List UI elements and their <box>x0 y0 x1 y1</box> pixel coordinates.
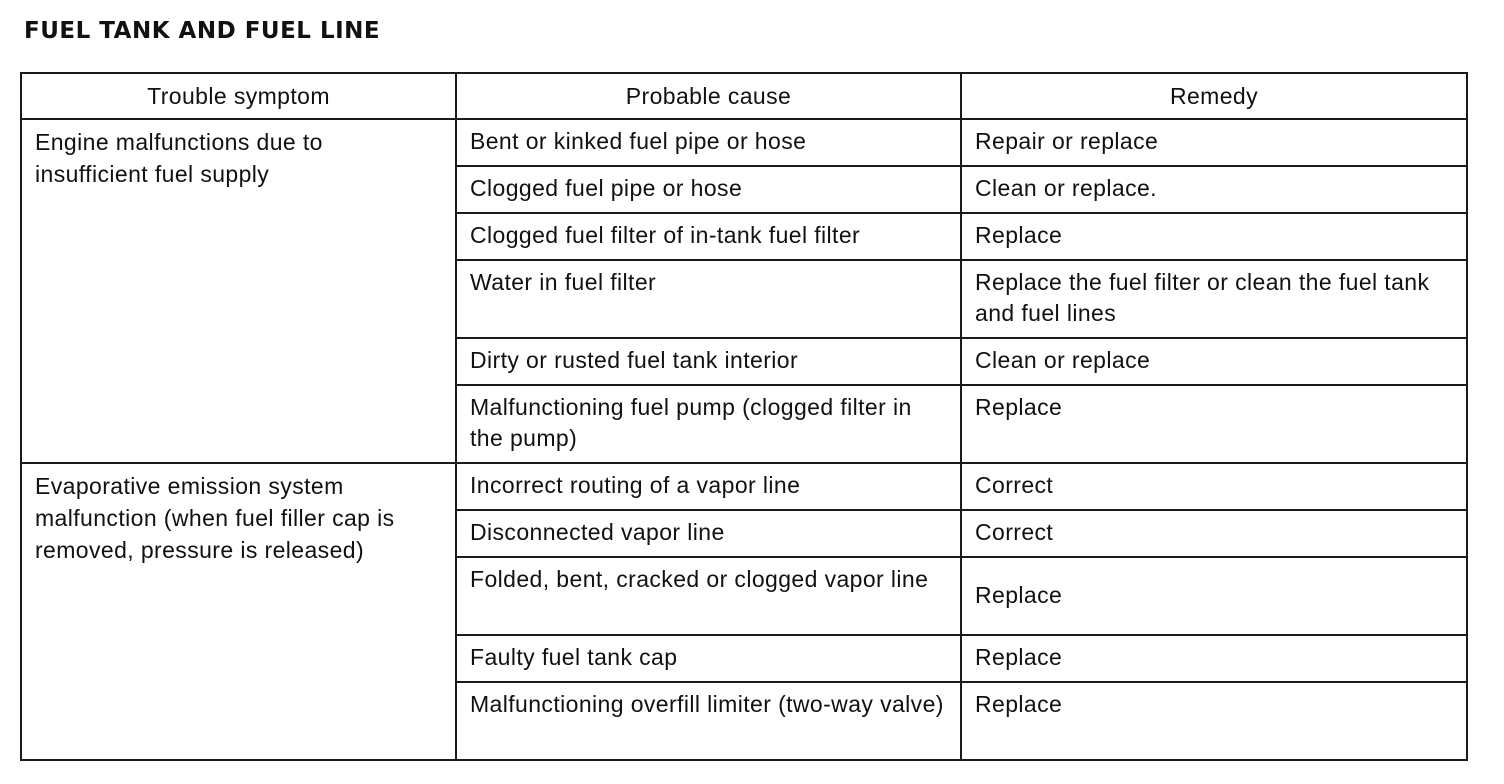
table-row <box>21 463 1467 510</box>
remedy-cell: Replace <box>961 385 1467 463</box>
remedy-cell: Clean or replace <box>961 338 1467 385</box>
remedy-cell: Repair or replace <box>961 119 1467 166</box>
remedy-cell: Replace <box>961 635 1467 682</box>
header-probable-cause: Probable cause <box>456 73 961 119</box>
probable-cause-cell: Folded, bent, cracked or clogged vapor line <box>456 557 961 635</box>
trouble-symptom-cell: Engine malfunctions due to insufficient fuel supply <box>21 119 456 463</box>
remedy-cell: Correct <box>961 510 1467 557</box>
remedy-cell: Correct <box>961 463 1467 510</box>
page-title: FUEL TANK AND FUEL LINE <box>24 18 381 44</box>
remedy-cell: Replace <box>961 213 1467 260</box>
probable-cause-cell: Water in fuel filter <box>456 260 961 338</box>
header-trouble-symptom: Trouble symptom <box>21 73 456 119</box>
remedy-cell: Clean or replace. <box>961 166 1467 213</box>
trouble-symptom-cell: Evaporative emission system malfunction (when fuel filler cap is removed, pressure is released) <box>21 463 456 760</box>
remedy-cell: Replace the fuel filter or clean the fuel tank and fuel lines <box>961 260 1467 338</box>
probable-cause-cell: Clogged fuel pipe or hose <box>456 166 961 213</box>
header-row <box>21 73 1467 119</box>
probable-cause-cell: Bent or kinked fuel pipe or hose <box>456 119 961 166</box>
table-row <box>21 119 1467 166</box>
troubleshooting-table <box>20 72 1468 761</box>
header-remedy: Remedy <box>961 73 1467 119</box>
remedy-cell: Replace <box>961 682 1467 760</box>
probable-cause-cell: Disconnected vapor line <box>456 510 961 557</box>
probable-cause-cell: Malfunctioning fuel pump (clogged filter in the pump) <box>456 385 961 463</box>
probable-cause-cell: Faulty fuel tank cap <box>456 635 961 682</box>
probable-cause-cell: Malfunctioning overfill limiter (two-way valve) <box>456 682 961 760</box>
probable-cause-cell: Dirty or rusted fuel tank interior <box>456 338 961 385</box>
probable-cause-cell: Clogged fuel filter of in-tank fuel filter <box>456 213 961 260</box>
probable-cause-cell: Incorrect routing of a vapor line <box>456 463 961 510</box>
remedy-cell: Replace <box>961 557 1467 635</box>
